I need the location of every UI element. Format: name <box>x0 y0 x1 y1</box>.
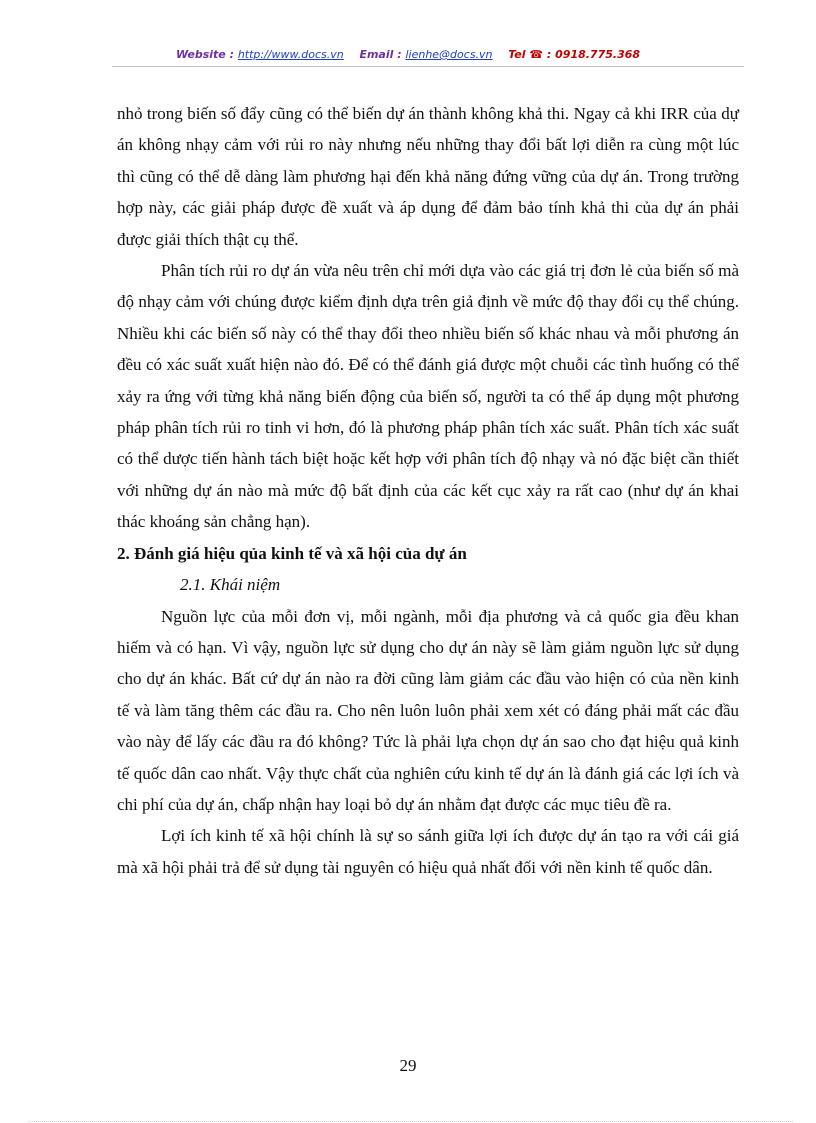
website-label: Website : <box>175 48 234 61</box>
document-body <box>117 98 739 883</box>
paragraph-3: Nguồn lực của mỗi đơn vị, mỗi ngành, mỗi địa phương và cả quốc gia đều khan hiếm và có hạn. Vì vậy, nguồn lực sử dụng cho dự án này sẽ làm giảm nguồn lực sử dụng cho dự án khác. Bất cứ dự án nào ra đời cũng làm giảm các đầu vào hiện có của nền kinh tế và làm tăng thêm các đầu ra. Cho nên luôn luôn phải xem xét có đáng phải mất các đầu vào này để lấy các đầu ra đó không? Tức là phải lựa chọn dự án sao cho đạt hiệu quả kinh tế quốc dân cao nhất. Vậy thực chất của nghiên cứu kinh tế dự án là đánh giá các lợi ích và chi phí của dự án, chấp nhận hay loại bỏ dự án nhằm đạt được các mục tiêu đề ra. <box>117 606 739 814</box>
tel-number: 0918.775.368 <box>555 48 641 61</box>
section-heading: 2. Đánh giá hiệu qủa kinh tế và xã hội của dự án <box>117 543 467 563</box>
subsection-heading: 2.1. Khái niệm <box>180 575 281 595</box>
page-header <box>0 48 816 61</box>
email-link[interactable]: lienhe@docs.vn <box>405 48 493 61</box>
paragraph-4: Lợi ích kinh tế xã hội chính là sự so sánh giữa lợi ích được dự án tạo ra với cái giá mà xã hội phải trả để sử dụng tài nguyên có hiệu quả nhất đối với nền kinh tế quốc dân. <box>117 826 739 877</box>
tel-label: Tel ☎ : <box>508 48 552 61</box>
header-rule <box>112 66 744 67</box>
website-link[interactable]: http://www.docs.vn <box>237 48 344 61</box>
page-number: 29 <box>399 1056 417 1075</box>
email-label: Email : <box>359 48 402 61</box>
paragraph-2: Phân tích rủi ro dự án vừa nêu trên chỉ mới dựa vào các giá trị đơn lẻ của biến số mà độ nhạy cảm với chúng được kiểm định dựa trên giả định về mức độ thay đổi cụ thể chúng. Nhiều khi các biến số này có thể thay đổi theo nhiều biến số khác nhau và mỗi phương án đều có xác suất xuất hiện nào đó. Để có thể đánh giá được một chuỗi các tình huống có thể xảy ra ứng với từng khả năng biến động của biến số, người ta có thể áp dụng một phương pháp phân tích rủi ro tinh vi hơn, đó là phương pháp phân tích xác suất. Phân tích xác suất có thể dược tiến hành tách biệt hoặc kết hợp với phân tích độ nhạy và nó đặc biệt cần thiết với những dự án nào mà mức độ bất định của các kết cục xảy ra rất cao (như dự án khai thác khoáng sản chẳng hạn). <box>117 261 739 532</box>
footer-rule <box>28 1121 793 1122</box>
paragraph-1: nhỏ trong biến số đẩy cũng có thể biến dự án thành không khả thi. Ngay cả khi IRR của dự án không nhạy cảm với rủi ro này nhưng nếu những thay đổi bất lợi diễn ra cùng một lúc thì cũng có thể dễ dàng làm phương hại đến khả năng đứng vững của dự án. Trong trường hợp này, các giải pháp được đề xuất và áp dụng để đảm bảo tính khả thi của dự án phải được giải thích thật cụ thể. <box>117 104 739 249</box>
